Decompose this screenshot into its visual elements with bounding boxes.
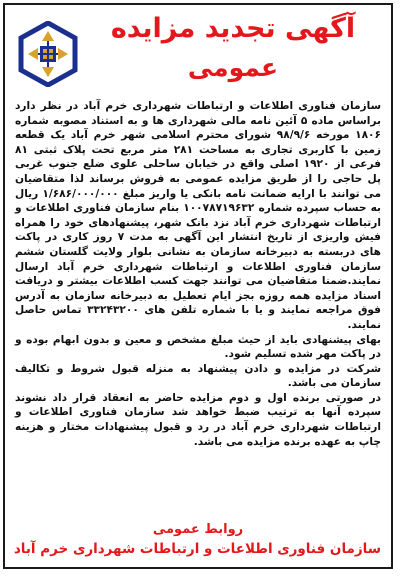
advertisement-frame: [3, 3, 393, 569]
municipality-ict-logo-icon: [17, 21, 79, 87]
page-title: آگهی تجدید مزایده: [110, 13, 356, 44]
advertisement-body: [15, 99, 381, 449]
body-paragraph: در صورتی برنده اول و دوم مزایده حاضر به انعقاد قرار داد نشوند سپرده آنها به ترتیب ضبط خواهد شد سازمان فناوری اطلاعات و ارتباطات شهرداری خرم آباد در رد و قبول پیشنهادات مختار و هزینه چاپ به عهده برنده مزایده می باشد.: [15, 391, 381, 448]
body-paragraph: شرکت در مزایده و دادن پیشنهاد به منزله قبول شروط و تکالیف سازمان می باشد.: [15, 362, 381, 390]
page-subtitle: عمومی: [187, 53, 279, 82]
header: [11, 9, 385, 95]
body-paragraph: سازمان فناوری اطلاعات و ارتباطات شهرداری خرم آباد در نظر دارد براساس ماده ۵ آئین نامه مالی شهرداری ها و به استناد مصوبه شماره ۱۸۰۶ مورخه ۹۸/۹/۶ شورای محترم اسلامی شهر خرم آباد یک قطعه زمین با کاربری تجاری به مساحت ۲۸۱ متر مربع تحت پلاک ثبتی ۸۱ فرعی از ۱۹۲۰ اصلی واقع در خیابان ساحلی علوی ضلع جنوب غربی پل حاجی را از طریق مزایده عمومی به فروش برساند لذا متقاضیان می توانند با ارایه ضمانت نامه بانکی یا واریز مبلغ ۱/۶۸۶/۰۰۰/۰۰۰ ریال به حساب سپرده شماره ۱۰۰۷۸۷۱۹۶۳۲ بنام سازمان فناوری اطلاعات و ارتباطات شهرداری خرم آباد نزد بانک شهر، پیشنهادهای خود را همراه فیش واریزی از تاریخ انتشار این آگهی به مدت ۷ روز کاری در پاکت های دربسته به دبیرخانه سازمان به نشانی بلوار ولایت گلستان ششم سازمان فناوری اطلاعات و ارتباطات شهرداری خرم آباد ارسال نمایند.ضمنا متقاضیان می توانند جهت کسب اطلاعات بیشتر و دریافت اسناد مزایده همه روزه بجز ایام تعطیل به دبیرخانه سازمان به آدرس فوق مراجعه نمایند و یا با شماره تلفن های ۳۳۲۴۳۲۰۰ تماس حاصل نمایند.: [15, 100, 382, 331]
body-paragraph: بهای پیشنهادی باید از حیث مبلغ مشخص و معین و بدون ابهام بوده و در پاکت مهر شده تسلیم شود.: [15, 333, 381, 361]
footer: [15, 521, 381, 559]
footer-label: روابط عمومی: [152, 522, 244, 537]
logo-graphic: [17, 21, 79, 87]
footer-organization: سازمان فناوری اطلاعات و ارتباطات شهرداری خرم آباد: [13, 541, 381, 557]
